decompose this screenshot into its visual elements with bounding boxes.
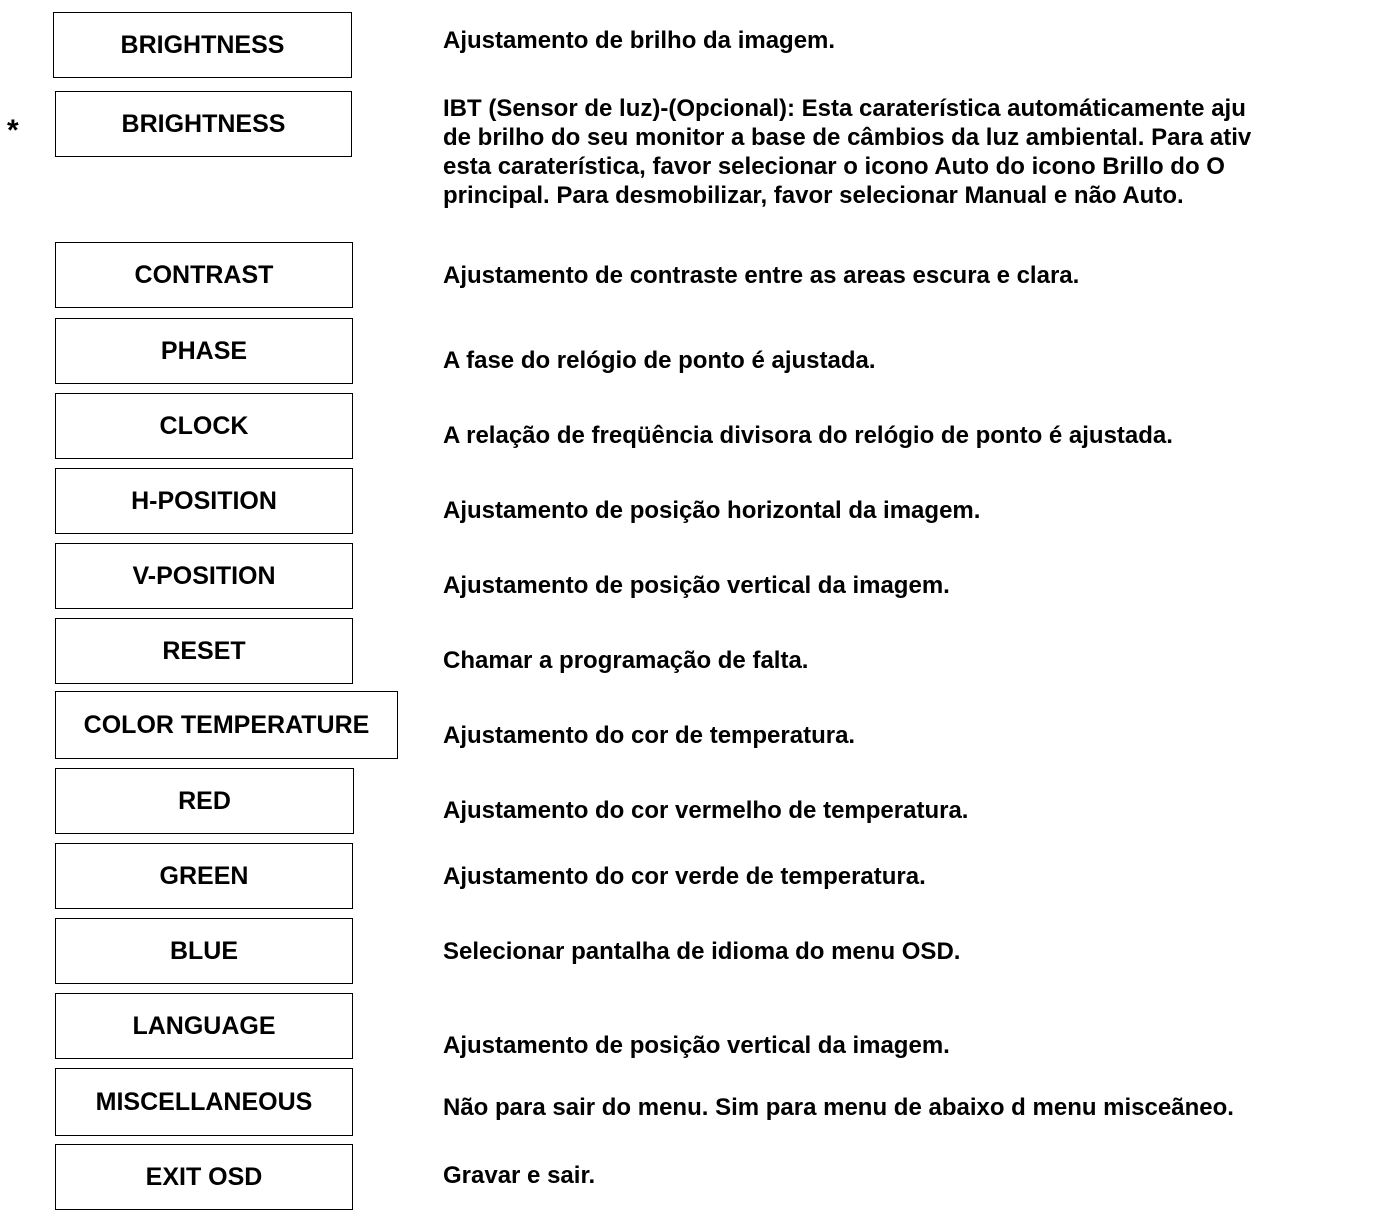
label-text: EXIT OSD xyxy=(145,1162,263,1191)
description-v-position: Ajustamento de posição vertical da imagem. xyxy=(443,572,950,599)
description-exit-osd: Gravar e sair. xyxy=(443,1162,596,1189)
label-box-clock xyxy=(55,393,353,459)
label-box-green xyxy=(55,843,353,909)
description-contrast: Ajustamento de contraste entre as areas escura e clara. xyxy=(443,262,1080,289)
optional-asterisk: * xyxy=(7,114,19,147)
label-text: RESET xyxy=(162,636,246,665)
description-h-position: Ajustamento de posição horizontal da imagem. xyxy=(443,497,981,524)
label-text: GREEN xyxy=(159,861,249,890)
label-text: MISCELLANEOUS xyxy=(95,1087,313,1116)
label-box-language xyxy=(55,993,353,1059)
description-line: de brilho do seu monitor a base de câmbios da luz ambiental. Para ativ xyxy=(443,124,1252,151)
label-box-miscellaneous xyxy=(55,1068,353,1136)
description-reset: Chamar a programação de falta. xyxy=(443,647,809,674)
description-language: Ajustamento de posição vertical da imagem. xyxy=(443,1032,950,1059)
label-text: BRIGHTNESS xyxy=(121,109,286,138)
label-box-brightness xyxy=(53,12,352,78)
description-brightness: Ajustamento de brilho da imagem. xyxy=(443,27,836,54)
label-text: H-POSITION xyxy=(131,486,277,515)
label-box-exit-osd xyxy=(55,1144,353,1210)
description-green: Ajustamento do cor verde de temperatura. xyxy=(443,863,926,890)
label-box-v-position xyxy=(55,543,353,609)
label-box-brightness-ibt xyxy=(55,91,352,157)
description-line: esta caraterística, favor selecionar o icono Auto do icono Brillo do O xyxy=(443,153,1225,180)
label-box-h-position xyxy=(55,468,353,534)
description-blue: Selecionar pantalha de idioma do menu OSD. xyxy=(443,938,961,965)
label-text: CLOCK xyxy=(159,411,249,440)
label-text: V-POSITION xyxy=(132,561,276,590)
label-text: COLOR TEMPERATURE xyxy=(83,710,370,739)
label-box-color-temperature xyxy=(55,691,398,759)
description-miscellaneous: Não para sair do menu. Sim para menu de abaixo d menu misceãneo. xyxy=(443,1094,1234,1121)
label-box-reset xyxy=(55,618,353,684)
label-box-red xyxy=(55,768,354,834)
label-box-phase xyxy=(55,318,353,384)
label-text: PHASE xyxy=(160,336,248,365)
description-clock: A relação de freqüência divisora do relógio de ponto é ajustada. xyxy=(443,422,1173,449)
label-box-blue xyxy=(55,918,353,984)
label-text: RED xyxy=(178,786,231,815)
description-red: Ajustamento do cor vermelho de temperatura. xyxy=(443,797,969,824)
label-text: BLUE xyxy=(169,936,239,965)
description-phase: A fase do relógio de ponto é ajustada. xyxy=(443,347,876,374)
label-box-contrast xyxy=(55,242,353,308)
description-line: IBT (Sensor de luz)-(Opcional): Esta caraterística automáticamente aju xyxy=(443,95,1246,122)
description-color-temperature: Ajustamento do cor de temperatura. xyxy=(443,722,856,749)
description-line: principal. Para desmobilizar, favor selecionar Manual e não Auto. xyxy=(443,182,1184,209)
label-text: BRIGHTNESS xyxy=(120,30,285,59)
label-text: CONTRAST xyxy=(134,260,274,289)
label-text: LANGUAGE xyxy=(132,1011,276,1040)
